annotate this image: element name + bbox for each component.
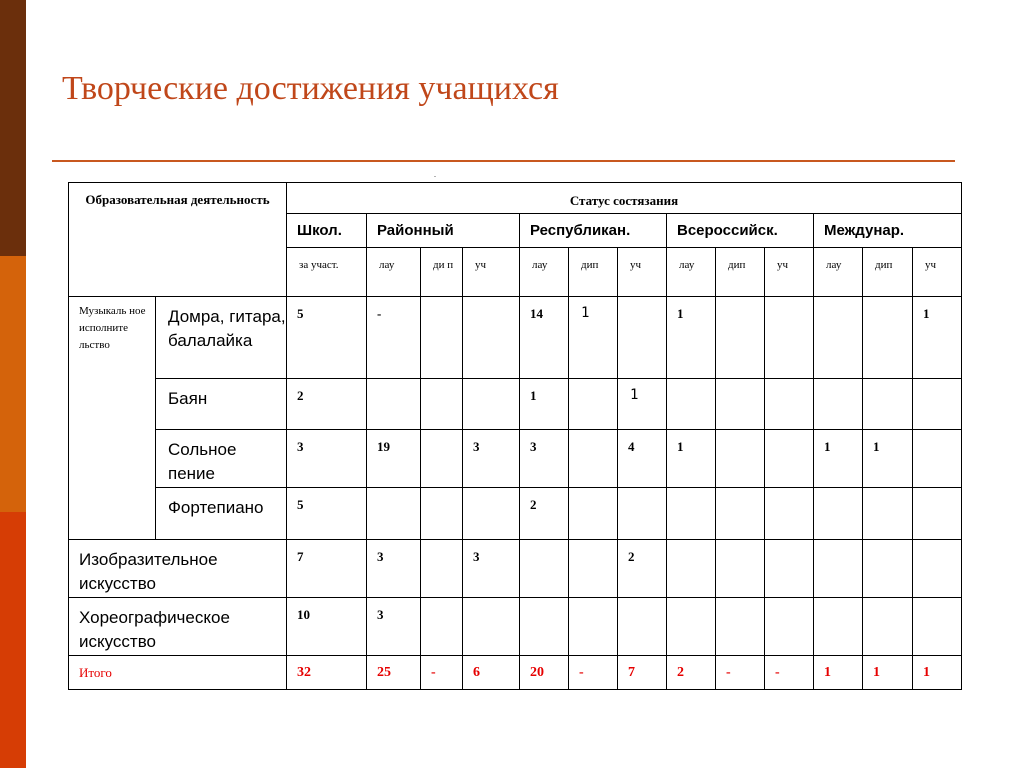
cell xyxy=(667,488,716,540)
subheader: уч xyxy=(913,248,962,297)
cell xyxy=(421,488,463,540)
subheader: за участ. xyxy=(287,248,367,297)
cell: 3 xyxy=(367,540,421,598)
cell xyxy=(618,488,667,540)
cell xyxy=(765,598,814,656)
subheader: ди п xyxy=(421,248,463,297)
cell xyxy=(520,540,569,598)
cell: 5 xyxy=(287,488,367,540)
cell: 1 xyxy=(618,379,667,430)
cell xyxy=(463,598,520,656)
subheader: уч xyxy=(618,248,667,297)
total-cell: 1 xyxy=(913,656,962,690)
row-label: Сольное пение xyxy=(156,430,287,488)
cell xyxy=(463,297,520,379)
cell xyxy=(765,488,814,540)
level-school: Школ. xyxy=(287,214,367,248)
cell xyxy=(569,598,618,656)
cell xyxy=(716,379,765,430)
subheader: лау xyxy=(814,248,863,297)
cell xyxy=(863,379,913,430)
cell xyxy=(569,379,618,430)
level-republic: Республикан. xyxy=(520,214,667,248)
achievements-table xyxy=(68,182,962,690)
cell: 1 xyxy=(913,297,962,379)
total-cell: - xyxy=(716,656,765,690)
slide-title: Творческие достижения учащихся xyxy=(62,70,559,107)
cell xyxy=(520,598,569,656)
subheader: дип xyxy=(863,248,913,297)
cell xyxy=(863,540,913,598)
sidebar-stripe-middle xyxy=(0,256,26,512)
cell xyxy=(716,598,765,656)
cell: 1 xyxy=(667,297,716,379)
table-row xyxy=(69,379,962,430)
cell xyxy=(814,598,863,656)
cell: 1 xyxy=(814,430,863,488)
header-activity: Образовательная деятельность xyxy=(69,183,287,297)
cell: 3 xyxy=(463,430,520,488)
cell: 1 xyxy=(667,430,716,488)
cell: - xyxy=(367,297,421,379)
title-divider xyxy=(52,160,955,162)
header-status: Статус состязания xyxy=(287,183,962,214)
cell xyxy=(569,430,618,488)
total-cell: 2 xyxy=(667,656,716,690)
total-cell: 20 xyxy=(520,656,569,690)
total-cell: - xyxy=(765,656,814,690)
cell xyxy=(765,540,814,598)
cell: 3 xyxy=(520,430,569,488)
cell xyxy=(667,598,716,656)
cell: 2 xyxy=(520,488,569,540)
subheader: лау xyxy=(667,248,716,297)
table-row xyxy=(69,488,962,540)
cell xyxy=(716,540,765,598)
cell xyxy=(814,488,863,540)
sidebar-stripe-top xyxy=(0,0,26,256)
subheader: дип xyxy=(569,248,618,297)
total-cell: 1 xyxy=(863,656,913,690)
cell xyxy=(863,297,913,379)
row-label: Хореографическое искусство xyxy=(69,598,287,656)
cell: 3 xyxy=(367,598,421,656)
sidebar-stripe-bottom xyxy=(0,512,26,768)
cell xyxy=(463,488,520,540)
cell xyxy=(716,297,765,379)
row-label: Фортепиано xyxy=(156,488,287,540)
subheader: лау xyxy=(520,248,569,297)
cell: 3 xyxy=(463,540,520,598)
cell xyxy=(421,598,463,656)
cell xyxy=(863,488,913,540)
table-row xyxy=(69,297,962,379)
cell xyxy=(421,379,463,430)
total-cell: 1 xyxy=(814,656,863,690)
level-district: Районный xyxy=(367,214,520,248)
cell: 4 xyxy=(618,430,667,488)
cell: 1 xyxy=(863,430,913,488)
row-label: Баян xyxy=(156,379,287,430)
total-cell: 25 xyxy=(367,656,421,690)
cell: 14 xyxy=(520,297,569,379)
total-cell: - xyxy=(569,656,618,690)
cell xyxy=(765,297,814,379)
cell xyxy=(913,540,962,598)
subheader: уч xyxy=(463,248,520,297)
total-cell: 32 xyxy=(287,656,367,690)
cell: 2 xyxy=(618,540,667,598)
cell xyxy=(618,297,667,379)
cell xyxy=(421,430,463,488)
total-cell: 7 xyxy=(618,656,667,690)
level-national: Всероссийск. xyxy=(667,214,814,248)
cell xyxy=(913,430,962,488)
cell xyxy=(367,488,421,540)
cell xyxy=(569,540,618,598)
cell xyxy=(463,379,520,430)
total-row xyxy=(69,656,962,690)
cell xyxy=(913,379,962,430)
total-cell: - xyxy=(421,656,463,690)
cell: 3 xyxy=(287,430,367,488)
subheader: дип xyxy=(716,248,765,297)
row-label: Домра, гитара, балалайка xyxy=(156,297,287,379)
table-row xyxy=(69,540,962,598)
cell xyxy=(765,430,814,488)
level-international: Междунар. xyxy=(814,214,962,248)
total-cell: 6 xyxy=(463,656,520,690)
cell: 1 xyxy=(569,297,618,379)
cell: 7 xyxy=(287,540,367,598)
row-label: Изобразительное искусство xyxy=(69,540,287,598)
cell xyxy=(863,598,913,656)
cell xyxy=(421,540,463,598)
cell: 19 xyxy=(367,430,421,488)
cell xyxy=(716,430,765,488)
category-music: Музыкаль ное исполните льство xyxy=(69,297,156,540)
cell xyxy=(814,297,863,379)
cell xyxy=(618,598,667,656)
cell xyxy=(913,598,962,656)
cell xyxy=(421,297,463,379)
cell: 2 xyxy=(287,379,367,430)
cell: 1 xyxy=(520,379,569,430)
cell xyxy=(765,379,814,430)
table-row xyxy=(69,598,962,656)
cell xyxy=(667,540,716,598)
cell: 10 xyxy=(287,598,367,656)
total-label: Итого xyxy=(69,656,287,690)
cell xyxy=(367,379,421,430)
stray-dot: . xyxy=(434,170,436,179)
cell xyxy=(667,379,716,430)
cell xyxy=(716,488,765,540)
table-row xyxy=(69,430,962,488)
cell xyxy=(913,488,962,540)
cell: 5 xyxy=(287,297,367,379)
subheader: лау xyxy=(367,248,421,297)
subheader: уч xyxy=(765,248,814,297)
cell xyxy=(569,488,618,540)
cell xyxy=(814,379,863,430)
cell xyxy=(814,540,863,598)
